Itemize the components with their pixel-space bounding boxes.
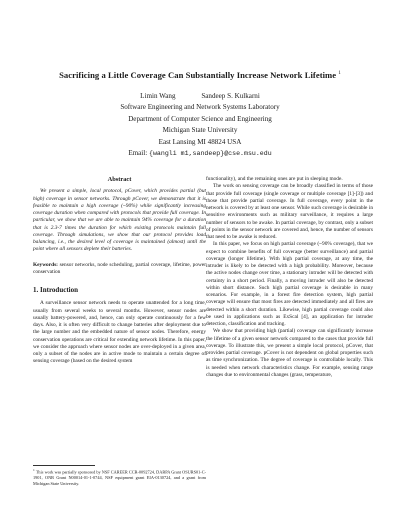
left-column [33, 176, 206, 366]
title-footnote-mark: 1 [338, 71, 341, 77]
paper-title-text: Sacrificing a Little Coverage Can Substantially Increase Network Lifetime [59, 70, 337, 80]
author-name: Sandeep S. Kulkarni [201, 92, 260, 100]
author-names [10, 91, 390, 102]
author-email [10, 148, 390, 159]
email-address: {wangli m1,sandeep}@cse.msu.edu [149, 150, 272, 158]
affiliation-line: Department of Computer Science and Engineering [128, 114, 272, 123]
affiliation-line: Software Engineering and Network Systems Laboratory [120, 103, 280, 112]
body-paragraph: functionality), and the remaining ones are put in sleeping mode. [206, 176, 343, 182]
footnote-mark: 1 [33, 468, 35, 472]
footnote [33, 468, 206, 486]
intro-paragraph: A surveillance sensor network needs to operate unattended for a long time, usually from several weeks to several months. However, sensor nodes are usually battery-powered, and, hence, can only operate continuously for a few days. Also, it is often very difficult to change batteries after deployment due to the large number and the embedded nature of sensor nodes. Therefore, energy conservation operations are critical for extending network lifetime. In this paper, we consider the approach where sensor nodes are over-deployed in a given area, only a subset of the nodes are in active mode to maintain a certain degree of sensing coverage (based on the desired system [33, 300, 206, 365]
section-heading-introduction: 1. Introduction [33, 286, 78, 294]
affiliation-line: Michigan State University [162, 126, 238, 135]
body-paragraph: In this paper, we focus on high partial coverage (~90% coverage), that we expect to combine benefits of full coverage (better surveillance) and partial coverage (longer lifetime). With high partial coverage, at any time, the intruder is likely to be detected with a high probability. Moreover, because the active nodes change over time, a stationary intruder will be detected with certainty in a short period. Finally, a moving intruder will also be detected within short distance. Such high partial coverage is desirable in many scenarios. For example, in a forest fire detection system, high partial coverage will ensure that most fires are detected immediately and all fires are detected within a short duration. Likewise, high partial coverage could also be used in applications such as ExScal [4], an application for intruder detection, classification and tracking. [206, 241, 373, 327]
footnote-text: This work was partially sponsored by NSF CAREER CCR-0092724, DARPA Grant OSURS01-C-1901, ONR Grant N00014-01-1-0744, NSF equipment grant EIA-0130724, and a grant from Michigan State University. [33, 469, 207, 486]
footnote-divider [33, 465, 95, 466]
affiliation-line: East Lansing MI 48824 USA [158, 137, 242, 146]
author-name: Limin Wang [140, 92, 176, 100]
keywords-line [33, 262, 206, 277]
paper-title [10, 70, 390, 80]
right-column [206, 176, 373, 379]
abstract-body: We present a simple, local protocol, pCover, which provides partial (but high) coverage in sensor networks. Through pCover, we demonstrate that it is feasible to maintain a high coverage (~90%) while significantly increasing coverage duration when compared with protocols that provide full coverage. In particular, we show that we are able to maintain 94% coverage for a duration that is 2.3-7 times the duration for which existing protocols maintain full coverage. Through simulations, we show that our protocol provides load balancing, i.e., the desired level of coverage is maintained (almost) until the point where all sensors deplete their batteries. [33, 188, 206, 253]
email-label: Email: [128, 149, 148, 158]
body-paragraph: The work on sensing coverage can be broadly classified in terms of those that provide full coverage (single coverage or multiple coverage [1]-[3]) and those that provide partial coverage. In full coverage, every point in the network is covered by at least one sensor. While such coverage is desirable in sensitive environments such as military surveillance, it requires a large number of sensors to be awake. In partial coverage, by contrast, only a subset of points in the sensor network are covered and, hence, the number of sensors that need to be awake is reduced. [206, 183, 373, 240]
keywords-label: Keywords: [33, 261, 58, 268]
abstract-heading: Abstract [107, 176, 132, 183]
keywords-text: sensor networks, node scheduling, partial coverage, lifetime, power conservation [33, 261, 206, 275]
body-paragraph: We show that providing high (partial) coverage can significantly increase the lifetime of a given sensor network compared to the cases that provide full coverage. To illustrate this, we present a simple local protocol, pCover, that provides partial coverage. pCover is not dependent on global properties such as time synchronization. The degree of coverage is controllable locally. This is needed when network characteristics change. For example, sensing range changes due to environmental changes (grass, temperature, [206, 328, 373, 378]
author-block [10, 91, 390, 159]
